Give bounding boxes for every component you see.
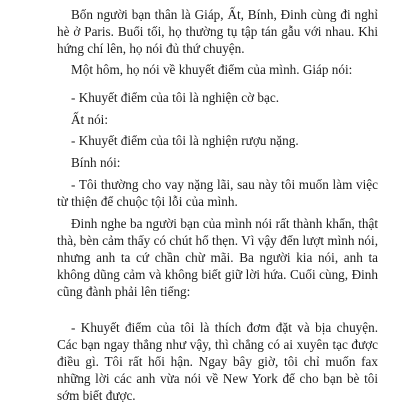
paragraph-intro: Bốn người bạn thân là Giáp, Ất, Bính, Đinh cùng đi nghỉ hè ở Paris. Buổi tối, họ thường tụ tập tán gẫu với nhau. Khi hứng chí lên, họ nói đủ thứ chuyện. [57,7,378,56]
paragraph-dinh-narration: Đinh nghe ba người bạn của mình nói rất thành khẩn, thật thà, bèn cảm thấy có chút hổ thẹn. Vì vậy đến lượt mình nói, nhưng anh ta cứ chần chừ mãi. Ba người kia nói, anh ta không dũng cảm và không biết giữ lời hứa. Cuối cùng, Đinh cũng đành phải lên tiếng: [57,216,378,299]
paragraph-giap-line: - Khuyết điểm của tôi là nghiện cờ bạc. [71,90,280,105]
paragraph-binh-speaker: Bính nói: [71,155,121,170]
paragraph-dinh-line: - Khuyết điểm của tôi là thích đơm đặt và bịa chuyện. Các bạn ngay thẳng như vậy, thì chẳng có ai xuyên tạc được điều gì. Tôi rất hối hận. Ngay bây giờ, tôi chỉ muốn fax những lời các anh vừa nói về New York để cho bạn bè tôi sớm biết được. [57,320,378,403]
paragraph-at-speaker: Ất nói: [71,112,108,127]
paragraph-at-line: - Khuyết điểm của tôi là nghiện rượu nặng. [71,133,299,148]
paragraph-topic: Một hôm, họ nói về khuyết điểm của mình. Giáp nói: [71,62,353,77]
paragraph-binh-line: - Tôi thường cho vay nặng lãi, sau này tôi muốn làm việc từ thiện để chuộc tội lỗi của mình. [57,177,378,209]
